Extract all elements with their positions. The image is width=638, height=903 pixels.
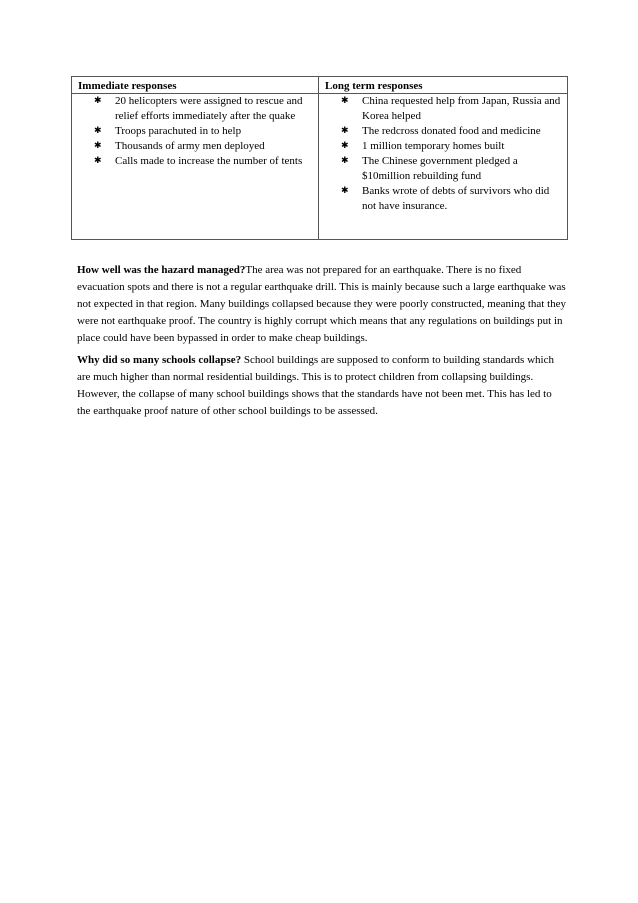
- list-item-text: The redcross donated food and medicine: [362, 125, 541, 137]
- hazard-management-paragraph: [77, 262, 567, 347]
- list-item: [319, 154, 561, 184]
- immediate-responses-cell: [72, 94, 319, 240]
- asterisk-bullet-icon: ✱: [341, 156, 349, 166]
- body-text: [77, 262, 567, 425]
- asterisk-bullet-icon: ✱: [94, 156, 102, 166]
- immediate-responses-header: Immediate responses: [72, 77, 319, 94]
- asterisk-bullet-icon: ✱: [341, 141, 349, 151]
- asterisk-bullet-icon: ✱: [94, 96, 102, 106]
- asterisk-bullet-icon: ✱: [341, 126, 349, 136]
- asterisk-bullet-icon: ✱: [341, 96, 349, 106]
- table-header-row: [72, 77, 568, 94]
- asterisk-bullet-icon: ✱: [341, 186, 349, 196]
- responses-table: [71, 76, 568, 240]
- schools-collapse-paragraph: [77, 352, 567, 420]
- list-item-text: Calls made to increase the number of tents: [115, 155, 303, 167]
- paragraph-heading: Why did so many schools collapse?: [77, 354, 242, 366]
- paragraph-body: The area was not prepared for an earthquake. There is no fixed evacuation spots and there is not a regular earthquake drill. This is mainly because such a large earthquake was not expected in that region. Many buildings collapsed because they were poorly constructed, meaning that they were not earthquake proof. The country is highly corrupt which means that any regulations on buildings put in place could have been bypassed in order to make cheap buildings.: [77, 264, 567, 344]
- paragraph-heading: How well was the hazard managed?: [77, 264, 246, 276]
- list-item-text: Banks wrote of debts of survivors who did not have insurance.: [362, 185, 550, 212]
- list-item-text: 1 million temporary homes built: [362, 140, 505, 152]
- list-item-text: The Chinese government pledged a $10million rebuilding fund: [362, 155, 518, 182]
- list-item-text: Thousands of army men deployed: [115, 140, 265, 152]
- list-item: [72, 139, 312, 154]
- asterisk-bullet-icon: ✱: [94, 141, 102, 151]
- list-item-text: 20 helicopters were assigned to rescue and relief efforts immediately after the quake: [115, 95, 303, 122]
- long-term-responses-list: [319, 94, 567, 214]
- list-item: [72, 154, 312, 169]
- list-item: [319, 184, 561, 214]
- paragraph-body: School buildings are supposed to conform to building standards which are much higher than normal residential buildings. This is to protect children from collapsing buildings. However, the collapse of many school buildings shows that the standards have not been met. This has led to the earthquake proof nature of other school buildings to be assessed.: [77, 354, 554, 417]
- long-term-responses-cell: [319, 94, 568, 240]
- list-item: [72, 124, 312, 139]
- long-term-responses-header: Long term responses: [319, 77, 568, 94]
- list-item: [319, 139, 561, 154]
- table-body-row: [72, 94, 568, 240]
- immediate-responses-list: [72, 94, 318, 169]
- list-item: [72, 94, 312, 124]
- list-item-text: China requested help from Japan, Russia and Korea helped: [362, 95, 561, 122]
- list-item: [319, 124, 561, 139]
- asterisk-bullet-icon: ✱: [94, 126, 102, 136]
- list-item: [319, 94, 561, 124]
- list-item-text: Troops parachuted in to help: [115, 125, 242, 137]
